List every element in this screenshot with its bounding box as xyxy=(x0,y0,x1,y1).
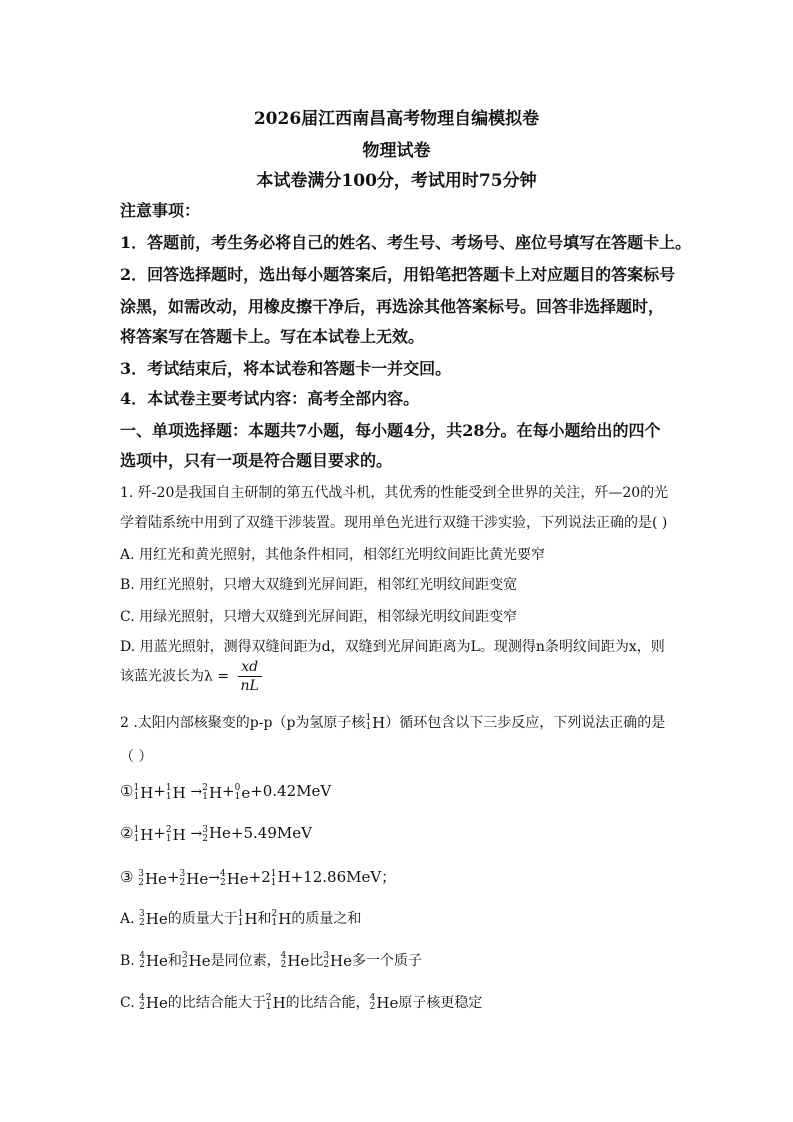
notice-heading: 注意事项： xyxy=(120,201,201,220)
reaction-3: ③ 3 2 He+ 3 2 He→ 4 2 He+2 1 1 H+12.86MeV； xyxy=(120,868,397,888)
notice-4: 4．本试卷主要考试内容：高考全部内容。 xyxy=(120,389,420,408)
q1-option-c: C. 用绿光照射，只增大双缝到光屏间距，相邻绿光明纹间距变窄 xyxy=(120,609,518,625)
notice-1: 1．答题前，考生务必将自己的姓名、考生号、考场号、座位号填写在答题卡上。 xyxy=(120,233,692,252)
notice-2-cont2: 将答案写在答题卡上。写在本试卷上无效。 xyxy=(120,327,425,346)
exam-title: 2026届江西南昌高考物理自编模拟卷 xyxy=(253,109,540,129)
fraction-numerator: xd xyxy=(238,658,262,677)
q1-option-d-line1: D. 用蓝光照射，测得双缝间距为d，双缝到光屏间距离为L。现测得n条明纹间距为x，则 xyxy=(120,639,665,655)
q1-option-d-prefix: 该蓝光波长为λ = xyxy=(120,668,230,685)
q2-stem-line1 xyxy=(120,712,680,732)
notice-2: 2．回答选择题时，选出每小题答案后，用铅笔把答题卡上对应题目的答案标号 xyxy=(120,265,676,284)
fraction-denominator: nL xyxy=(240,678,259,694)
q2-stem-suffix: ）循环包含以下三步反应，下列说法正确的是 xyxy=(385,715,666,731)
q1-stem-line1: 1. 歼-20是我国自主研制的第五代战斗机，其优秀的性能受到全世界的关注，歼—20的光 xyxy=(120,485,669,501)
notice-2-cont: 涂黑，如需改动，用橡皮擦干净后，再选涂其他答案标号。回答非选择题时， xyxy=(120,297,665,316)
q2-option-b: B. 4 2 He和 3 2 He是同位素， 4 2 He比 3 2 He多一个质子 xyxy=(120,951,423,970)
section-heading: 一、单项选择题：本题共7小题，每小题4分，共28分。在每小题给出的四个 xyxy=(120,421,661,440)
wavelength-fraction xyxy=(238,658,262,695)
q1-stem-line2: 学着陆系统中用到了双缝干涉装置。现用单色光进行双缝干涉实验，下列说法正确的是( ) xyxy=(120,515,668,531)
exam-subtitle: 物理试卷 xyxy=(362,141,431,161)
q1-option-d-line2 xyxy=(120,658,680,695)
notice-3: 3．考试结束后，将本试卷和答题卡一并交回。 xyxy=(120,359,452,378)
q1-option-b: B. 用红光照射，只增大双缝到光屏间距，相邻红光明纹间距变宽 xyxy=(120,577,518,593)
section-heading-cont: 选项中，只有一项是符合题目要求的。 xyxy=(120,451,393,470)
q2-option-c: C. 4 2 He的比结合能大于 2 1 H的比结合能， 4 2 He原子核更稳定 xyxy=(120,993,483,1012)
q2-option-a: A. 3 2 He的质量大于 1 1 H和 2 1 H的质量之和 xyxy=(120,909,362,928)
reaction-2: ② 1 1 H+ 2 1 H → 3 2 He+5.49MeV xyxy=(120,824,312,844)
q2-stem-line2: （ ） xyxy=(120,749,153,765)
reaction-1: ① 1 1 H+ 1 1 H → 2 1 H+ 0 1 e+0.42MeV xyxy=(120,782,332,802)
exam-info: 本试卷满分100分，考试用时75分钟 xyxy=(256,171,537,191)
nuclide-h1: 1 1 H xyxy=(365,713,386,732)
q2-stem-prefix: 2 .太阳内部核聚变的p-p（p为氢原子核 xyxy=(120,715,366,731)
q1-option-a: A. 用红光和黄光照射，其他条件相同，相邻红光明纹间距比黄光要窄 xyxy=(120,547,546,563)
